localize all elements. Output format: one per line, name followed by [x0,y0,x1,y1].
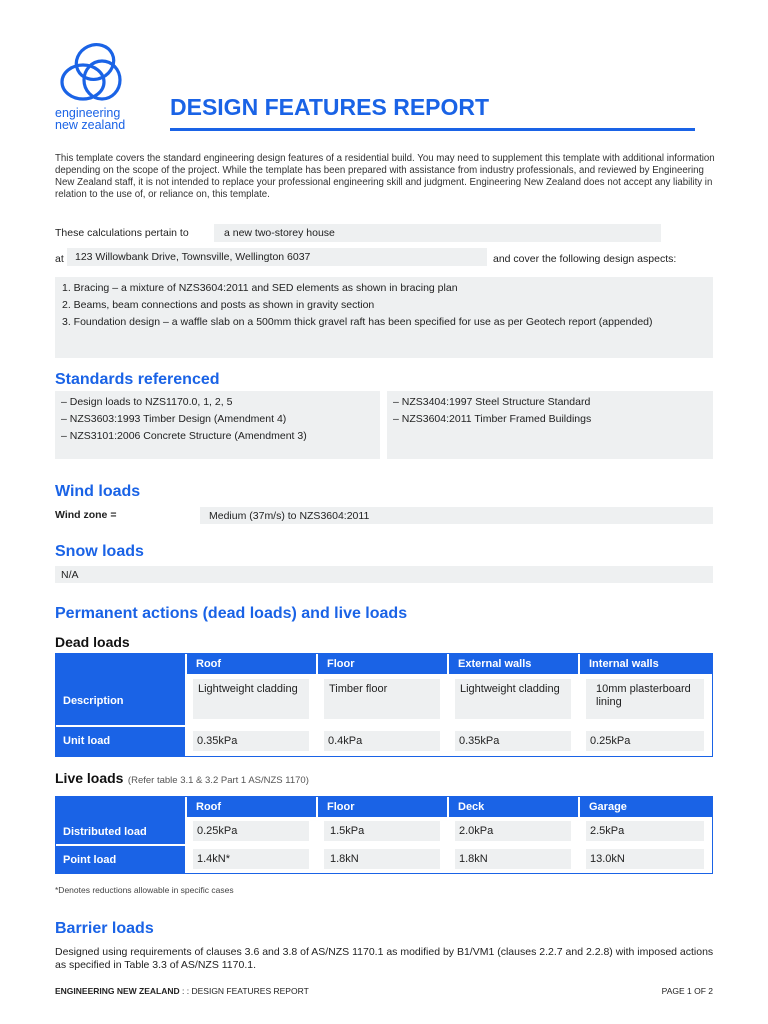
standard-item: – NZS3603:1993 Timber Design (Amendment 4) [61,413,287,425]
barrier-heading: Barrier loads [55,920,154,937]
footer-separator: : : [179,986,192,996]
brand-line-1: engineering [55,106,121,120]
aspects-field[interactable] [55,277,713,358]
dead-cell[interactable] [586,679,704,719]
dead-cell-text: 0.35kPa [459,735,500,747]
dead-cell-text: 0.4kPa [328,735,363,747]
dead-row-label: Unit load [63,735,111,747]
live-heading-wrap [55,770,309,788]
dead-col-header: Roof [196,658,222,670]
live-row-label: Distributed load [63,826,147,838]
live-cell[interactable] [455,849,571,869]
standards-right-field[interactable] [387,391,713,459]
dead-cell[interactable] [193,731,309,751]
snow-value: N/A [61,569,79,581]
standard-item: – NZS3404:1997 Steel Structure Standard [393,396,591,408]
aspect-item: 3. Foundation design – a waffle slab on a 500mm thick gravel raft has been specified for use as per Geotech report (appended) [62,316,653,328]
live-col-header: Deck [458,801,485,813]
dead-cell[interactable] [324,731,440,751]
footer-doc: DESIGN FEATURES REPORT [191,986,309,996]
dead-cell-text: 10mm plasterboard lining [596,683,691,708]
live-cell[interactable] [455,821,571,841]
address-value: 123 Willowbank Drive, Townsville, Wellington 6037 [75,251,311,263]
live-cell-text: 0.25kPa [197,825,238,837]
dead-cell[interactable] [455,731,571,751]
standards-left-field[interactable] [55,391,380,459]
dead-cell[interactable] [455,679,571,719]
brand-logo [55,40,145,135]
wind-heading: Wind loads [55,483,141,500]
standards-heading: Standards referenced [55,371,220,388]
footer-brand: ENGINEERING NEW ZEALAND [55,986,180,996]
dead-cell[interactable] [324,679,440,719]
live-cell-text: 1.8kN [330,853,359,865]
aspect-item: 2. Beams, beam connections and posts as shown in gravity section [62,299,375,311]
footer-left [55,986,309,996]
dead-loads-table [55,653,713,757]
dead-row-label: Description [63,695,124,707]
wind-field[interactable] [200,507,713,524]
dead-heading: Dead loads [55,634,130,650]
dead-cell-text: Lightweight cladding [460,683,560,695]
live-col-header: Garage [589,801,627,813]
wind-label: Wind zone = [55,509,117,521]
standard-item: – NZS3604:2011 Timber Framed Buildings [393,413,592,425]
live-cell[interactable] [324,849,440,869]
live-cell[interactable] [586,821,704,841]
live-heading: Live loads [55,770,124,786]
footer-page: PAGE 1 OF 2 [661,986,713,996]
address-field[interactable] [67,248,487,266]
live-cell-text: 1.5kPa [330,825,365,837]
live-cell-text: 13.0kN [590,853,625,865]
live-row-label: Point load [63,854,117,866]
standard-item: – Design loads to NZS1170.0, 1, 2, 5 [61,396,233,408]
live-cell-text: 1.4kN* [197,853,231,865]
live-cell[interactable] [586,849,704,869]
live-cell-text: 2.0kPa [459,825,494,837]
pertain-label: These calculations pertain to [55,227,189,239]
live-cell[interactable] [324,821,440,841]
pertain-value: a new two-storey house [224,227,335,239]
address-label: at [55,253,64,265]
dead-cell[interactable] [193,679,309,719]
standard-item: – NZS3101:2006 Concrete Structure (Amendment 3) [61,430,307,442]
live-col-header: Floor [327,801,355,813]
dead-cell-text: Timber floor [329,683,388,695]
live-cell-text: 2.5kPa [590,825,625,837]
dead-cell[interactable] [586,731,704,751]
live-cell-text: 1.8kN [459,853,488,865]
permanent-heading: Permanent actions (dead loads) and live loads [55,605,408,622]
wind-value: Medium (37m/s) to NZS3604:2011 [209,510,370,522]
dead-col-header: External walls [458,658,532,670]
aspect-item: 1. Bracing – a mixture of NZS3604:2011 and SED elements as shown in bracing plan [62,282,458,294]
live-note: (Refer table 3.1 & 3.2 Part 1 AS/NZS 1170) [127,775,309,786]
barrier-text: Designed using requirements of clauses 3.6 and 3.8 of AS/NZS 1170.1 as modified by B1/VM1 (clauses 2.2.7 and 2.2.8) with imposed actions as specified in Table 3.3 of AS/NZS 1170.1. [55,946,714,971]
live-cell[interactable] [193,821,309,841]
address-suffix: and cover the following design aspects: [493,253,677,265]
title-underline [170,128,695,131]
live-col-header: Roof [196,801,222,813]
snow-field[interactable] [55,566,713,583]
logo-loops-icon [55,40,135,102]
dead-col-header: Floor [327,658,355,670]
brand-line-2: new zealand [55,118,126,132]
dead-col-header: Internal walls [589,658,659,670]
dead-cell-text: 0.35kPa [197,735,238,747]
dead-cell-text: 0.25kPa [590,735,631,747]
snow-heading: Snow loads [55,543,144,560]
live-cell[interactable] [193,849,309,869]
intro-text: This template covers the standard engineering design features of a residential build. You may need to supplement this template with additional information depending on the scope of the project. While the template has been prepared with assistance from industry professionals, and reviewed by Engineering New Zealand staff, it is not intended to replace your professional engineering skill and judgment. Engineering New Zealand does not accept any liability in relation to the use of, or reliance on, this template. [55,153,715,200]
page-title: DESIGN FEATURES REPORT [170,94,490,120]
live-footnote: *Denotes reductions allowable in specific cases [55,885,234,895]
pertain-field[interactable] [214,224,661,242]
live-loads-table [55,796,713,874]
dead-cell-text: Lightweight cladding [198,683,298,695]
